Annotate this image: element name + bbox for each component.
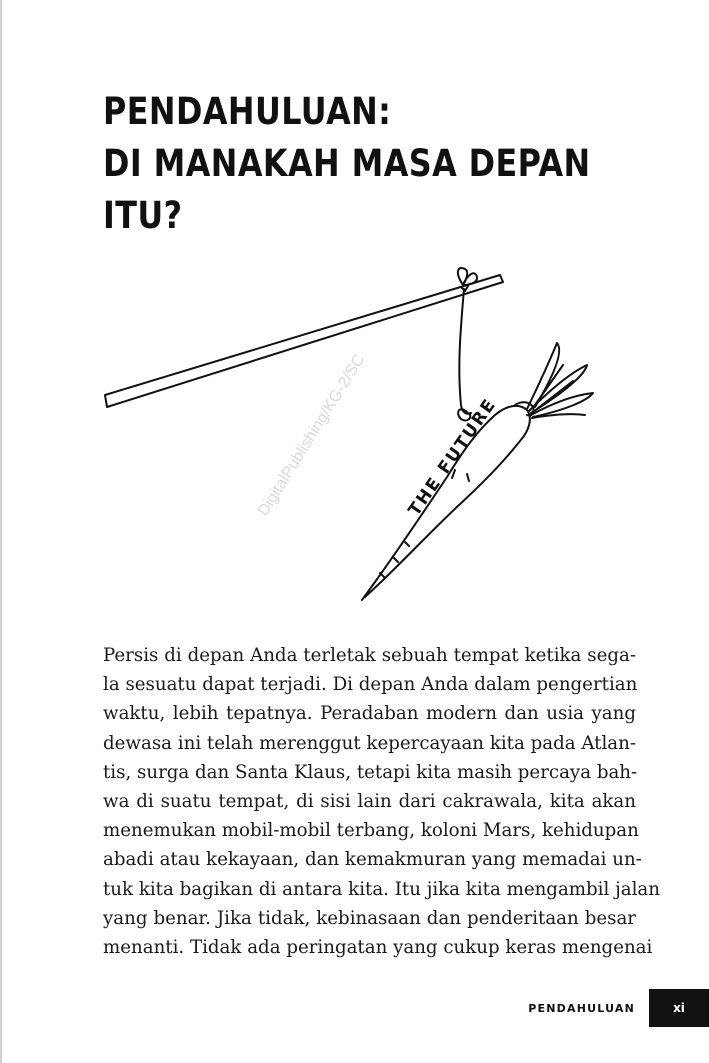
body-line: tis, surga dan Santa Klaus, tetapi kita masih percaya bah- xyxy=(103,761,638,783)
body-paragraph xyxy=(103,641,660,962)
knot-shape xyxy=(458,268,477,285)
chapter-title-line-1: PENDAHULUAN: xyxy=(103,90,392,133)
body-line: la sesuatu dapat terjadi. Di depan Anda dalam pengertian xyxy=(103,674,638,696)
body-line: waktu, lebih tepatnya. Peradaban modern dan usia yang xyxy=(103,703,636,725)
stick-shape xyxy=(105,275,503,407)
page-edge xyxy=(0,0,2,1063)
body-line: wa di suatu tempat, di sisi lain dari cakrawala, kita akan xyxy=(103,790,636,812)
body-line: Persis di depan Anda terletak sebuah tempat ketika sega- xyxy=(103,645,636,666)
body-line: tuk kita bagikan di antara kita. Itu jika kita mengambil jalan xyxy=(103,878,660,900)
string-shape xyxy=(459,289,471,414)
chapter-title-line-2: DI MANAKAH MASA DEPAN xyxy=(103,142,591,185)
page-number: xi xyxy=(649,989,709,1027)
body-line: menanti. Tidak ada peringatan yang cukup keras mengenai xyxy=(103,936,653,958)
body-line: abadi atau kekayaan, dan kemakmuran yang memadai un- xyxy=(103,849,642,871)
running-footer-label: PENDAHULUAN xyxy=(528,1001,635,1015)
body-line: menemukan mobil-mobil terbang, koloni Mars, kehidupan xyxy=(103,820,639,842)
body-line: yang benar. Jika tidak, kebinasaan dan penderitaan besar xyxy=(103,907,636,929)
watermark: DigitalPublishing/KG-2/SC xyxy=(255,351,369,520)
body-line: dewasa ini telah merenggut kepercayaan kita pada Atlan- xyxy=(103,732,636,754)
page-footer xyxy=(528,989,709,1027)
carrot-label: THE FUTURE xyxy=(404,394,501,520)
carrot-shape xyxy=(362,406,530,600)
chapter-title-line-3: ITU? xyxy=(103,194,183,237)
carrot-on-stick-illustration xyxy=(95,255,615,615)
chapter-title xyxy=(103,86,591,242)
